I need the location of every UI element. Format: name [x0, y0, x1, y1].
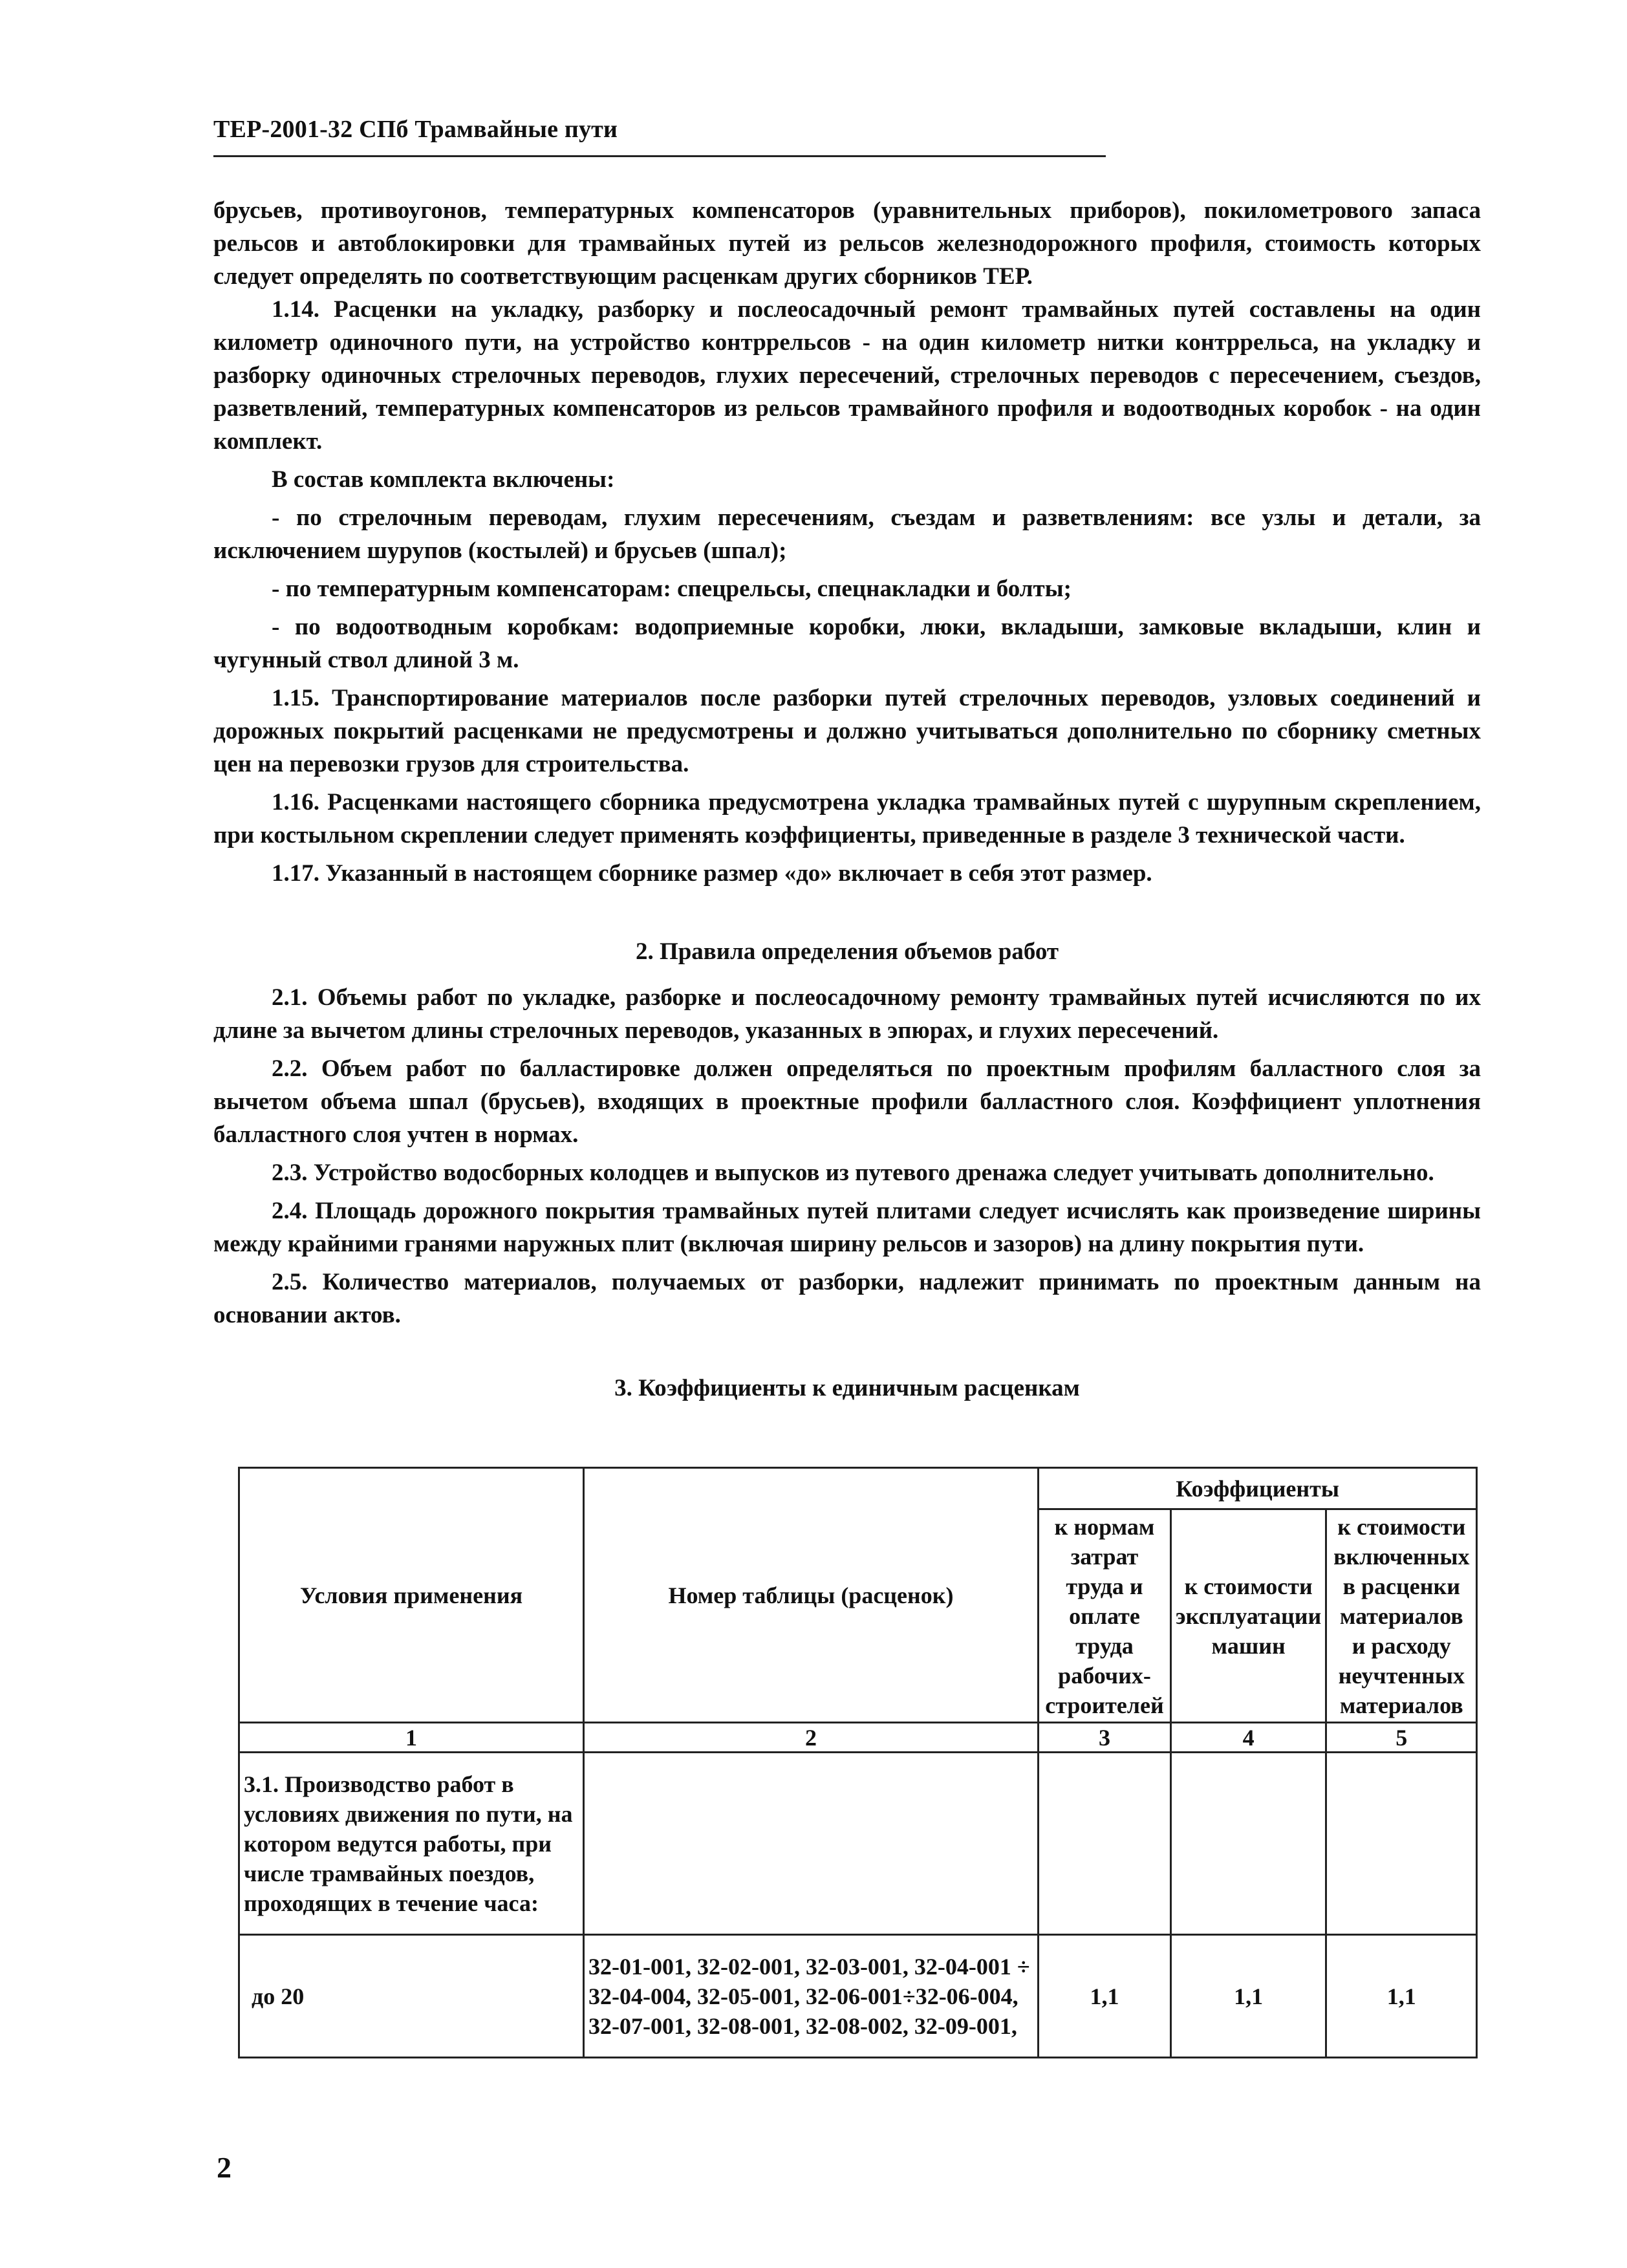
header-rule — [213, 155, 1106, 157]
header-table-number: Номер таблицы (расценок) — [584, 1468, 1039, 1723]
table-row-condition: до 20 — [239, 1935, 584, 2058]
table-cell-empty — [584, 1753, 1039, 1935]
header-materials-coef: к стоимости включенных в расценки материалов и расходу неучтенных материалов — [1326, 1509, 1477, 1723]
paragraph-number: 1.17. — [272, 860, 319, 887]
section-3-title: 3. Коэффициенты к единичным расценкам — [614, 1375, 1080, 1401]
paragraph-number: 1.14. — [272, 296, 319, 323]
paragraph-number: 2.1. — [272, 984, 308, 1011]
paragraph-1-16 — [213, 786, 1481, 852]
header-machine-coef: к стоимости эксплуатации машин — [1171, 1509, 1326, 1723]
paragraph-number: 1.16. — [272, 789, 319, 815]
running-header: ТЕР-2001-32 СПб Трамвайные пути — [213, 116, 618, 143]
paragraph-text: Расценками настоящего сборника предусмотрена укладка трамвайных путей с шурупным скреплением, при костыльном скреплении следует применять коэффициенты, приведенные в разделе 3 технической части. — [213, 789, 1481, 848]
table-row-condition: 3.1. Производство работ в условиях движения по пути, на котором ведутся работы, при числе трамвайных поездов, проходящих в течение часа: — [239, 1753, 584, 1935]
coefficients-table — [238, 1467, 1478, 2058]
paragraph-number: 1.15. — [272, 685, 319, 711]
table-cell-empty — [1326, 1753, 1477, 1935]
paragraph-1-17 — [213, 857, 1481, 890]
paragraph-text: Объем работ по балластировке должен определяться по проектным профилям балластного слоя за вычетом объема шпал (брусьев), входящих в проектные профили балластного слоя. Коэффициент уплотнения балластного слоя учтен в нормах. — [213, 1055, 1481, 1148]
column-number: 4 — [1171, 1723, 1326, 1753]
paragraph-text: Количество материалов, получаемых от разборки, надлежит принимать по проектным данным на основании актов. — [213, 1269, 1481, 1328]
header-coefficients: Коэффициенты — [1039, 1468, 1477, 1509]
paragraph-text: Указанный в настоящем сборнике размер «до» включает в себя этот размер. — [319, 860, 1152, 887]
table-cell-coef: 1,1 — [1171, 1935, 1326, 2058]
komplekt-item: - по водоотводным коробкам: водоприемные коробки, люки, вкладыши, замковые вкладыши, клин и чугунный ствол длиной 3 м. — [213, 614, 1481, 673]
header-labor-coef: к нормам затрат труда и оплате труда рабочих-строителей — [1039, 1509, 1171, 1723]
table-cell-coef: 1,1 — [1326, 1935, 1477, 2058]
komplekt-item: - по температурным компенсаторам: спецрельсы, спецнакладки и болты; — [272, 576, 1072, 602]
paragraph-continuation: брусьев, противоугонов, температурных компенсаторов (уравнительных приборов), покилометрового запаса рельсов и автоблокировки для трамвайных путей из рельсов железнодорожного профиля, стоимость которых следует определять по соответствующим расценкам других сборников ТЕР. — [213, 197, 1481, 290]
document-body — [213, 194, 1481, 1405]
komplekt-item: - по стрелочным переводам, глухим пересечениям, съездам и разветвлениям: все узлы и детали, за исключением шурупов (костылей) и брусьев (шпал); — [213, 504, 1481, 564]
table-row-tables: 32-01-001, 32-02-001, 32-03-001, 32-04-001 ÷ 32-04-004, 32-05-001, 32-06-001÷32-06-004, 32-07-001, 32-08-001, 32-08-002, 32-09-001, — [584, 1935, 1039, 2058]
paragraph-number: 2.5. — [272, 1269, 308, 1295]
table-cell-coef: 1,1 — [1039, 1935, 1171, 2058]
paragraph-2-1 — [213, 981, 1481, 1047]
table-cell-empty — [1039, 1753, 1171, 1935]
paragraph-number: 2.4. — [272, 1198, 308, 1224]
paragraph-2-5 — [213, 1266, 1481, 1332]
header-conditions: Условия применения — [239, 1468, 584, 1723]
komplekt-intro: В состав комплекта включены: — [272, 466, 615, 493]
paragraph-text: Расценки на укладку, разборку и послеосадочный ремонт трамвайных путей составлены на один километр одиночного пути, на устройство контррельсов - на один километр нитки контррельса, на укладку и разборку одиночных стрелочных переводов, глухих пересечений, стрелочных переводов с пересечением, съездов, разветвлений, температурных компенсаторов из рельсов трамвайного профиля и водоотводных коробок - на один комплект. — [213, 296, 1481, 455]
column-number: 2 — [584, 1723, 1039, 1753]
paragraph-1-14 — [213, 293, 1481, 458]
paragraph-text: Объемы работ по укладке, разборке и послеосадочному ремонту трамвайных путей исчисляются по их длине за вычетом длины стрелочных переводов, указанных в эпюрах, и глухих пересечений. — [213, 984, 1481, 1044]
paragraph-1-15 — [213, 682, 1481, 781]
paragraph-number: 2.3. — [272, 1160, 308, 1186]
paragraph-text: Транспортирование материалов после разборки путей стрелочных переводов, узловых соединений и дорожных покрытий расценками не предусмотрены и должно учитываться дополнительно по сборнику сметных цен на перевозки грузов для строительства. — [213, 685, 1481, 777]
paragraph-number: 2.2. — [272, 1055, 308, 1082]
paragraph-text: Устройство водосборных колодцев и выпусков из путевого дренажа следует учитывать дополнительно. — [307, 1160, 1434, 1186]
table-cell-empty — [1171, 1753, 1326, 1935]
paragraph-text: Площадь дорожного покрытия трамвайных путей плитами следует исчислять как произведение ширины между крайними гранями наружных плит (включая ширину рельсов и зазоров) на длину покрытия пути. — [213, 1198, 1481, 1257]
column-number: 1 — [239, 1723, 584, 1753]
column-number: 3 — [1039, 1723, 1171, 1753]
paragraph-2-4 — [213, 1194, 1481, 1260]
paragraph-2-3 — [213, 1156, 1481, 1189]
column-number: 5 — [1326, 1723, 1477, 1753]
paragraph-2-2 — [213, 1052, 1481, 1151]
page-number: 2 — [217, 2151, 232, 2184]
section-2-title: 2. Правила определения объемов работ — [635, 938, 1059, 965]
